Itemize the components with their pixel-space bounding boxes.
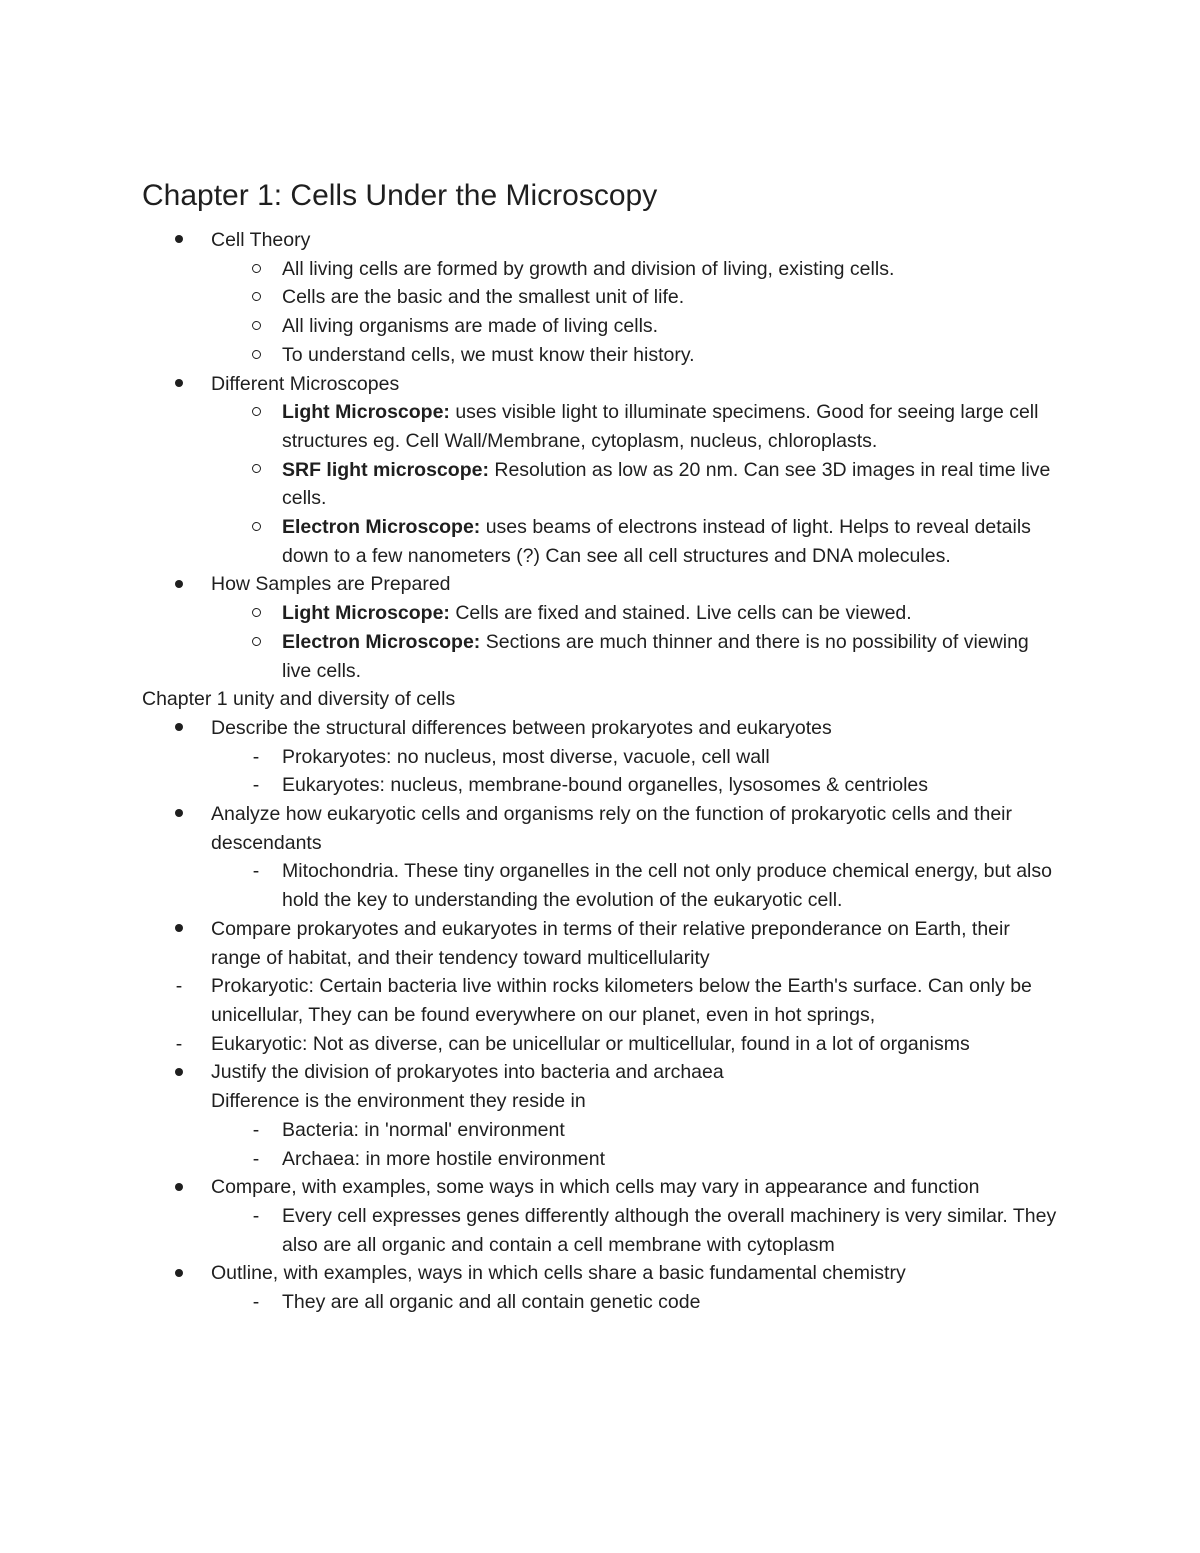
- sub-bullet: All living organisms are made of living cells.: [142, 312, 1062, 341]
- sub-bullet: Electron Microscope: uses beams of electrons instead of light. Helps to reveal details down to a few nanometers (?) Can see all cell structures and DNA molecules.: [142, 513, 1062, 570]
- bullet-disc-icon: [175, 1183, 183, 1191]
- dash-item: - Prokaryotes: no nucleus, most diverse, vacuole, cell wall: [142, 743, 1062, 772]
- dash-marker: -: [252, 774, 260, 797]
- dash-item: - Eukaryotic: Not as diverse, can be unicellular or multicellular, found in a lot of organisms: [142, 1030, 1062, 1059]
- bullet-disc-icon: [175, 1068, 183, 1076]
- document-body: [142, 176, 1062, 1317]
- dash-item: - Bacteria: in 'normal' environment: [142, 1116, 1062, 1145]
- bullet-circle-icon: [252, 264, 261, 273]
- sub-bullet: All living cells are formed by growth and division of living, existing cells.: [142, 255, 1062, 284]
- dash-marker: -: [252, 1147, 260, 1170]
- bullet-circle-icon: [252, 407, 261, 416]
- bullet-circle-icon: [252, 292, 261, 301]
- bullet-circle-icon: [252, 608, 261, 617]
- bullet-different-microscopes: Different Microscopes: [142, 370, 1062, 399]
- bullet-compare-earth: Compare prokaryotes and eukaryotes in terms of their relative preponderance on Earth, their range of habitat, and their tendency toward multicellularity: [142, 915, 1062, 972]
- bullet-circle-icon: [252, 637, 261, 646]
- bullet-analyze: Analyze how eukaryotic cells and organisms rely on the function of prokaryotic cells and their descendants: [142, 800, 1062, 857]
- bullet-circle-icon: [252, 350, 261, 359]
- dash-item: - Prokaryotic: Certain bacteria live within rocks kilometers below the Earth's surface. Can only be unicellular, They can be found everywhere on our planet, even in hot springs,: [142, 972, 1062, 1029]
- bullet-describe: Describe the structural differences between prokaryotes and eukaryotes: [142, 714, 1062, 743]
- sub-bullet: To understand cells, we must know their history.: [142, 341, 1062, 370]
- dash-marker: -: [252, 745, 260, 768]
- bullet-justify: Justify the division of prokaryotes into bacteria and archaea: [142, 1058, 1062, 1087]
- bullet-disc-icon: [175, 723, 183, 731]
- bullet-disc-icon: [175, 1269, 183, 1277]
- bullet-compare-appearance: Compare, with examples, some ways in which cells may vary in appearance and function: [142, 1173, 1062, 1202]
- sub-bullet: Light Microscope: uses visible light to illuminate specimens. Good for seeing large cell structures eg. Cell Wall/Membrane, cytoplasm, nucleus, chloroplasts.: [142, 398, 1062, 455]
- dash-marker: -: [252, 860, 260, 883]
- dash-item: - Eukaryotes: nucleus, membrane-bound organelles, lysosomes & centrioles: [142, 771, 1062, 800]
- sub-bullet: Cells are the basic and the smallest unit of life.: [142, 283, 1062, 312]
- dash-item: - They are all organic and all contain genetic code: [142, 1288, 1062, 1317]
- dash-marker: -: [252, 1118, 260, 1141]
- bullet-outline: Outline, with examples, ways in which cells share a basic fundamental chemistry: [142, 1259, 1062, 1288]
- sub-bullet: Electron Microscope: Sections are much thinner and there is no possibility of viewing live cells.: [142, 628, 1062, 685]
- dash-item: - Archaea: in more hostile environment: [142, 1145, 1062, 1174]
- chapter-title: Chapter 1: Cells Under the Microscopy: [142, 179, 658, 212]
- sub-bullet: SRF light microscope: Resolution as low as 20 nm. Can see 3D images in real time live cells.: [142, 456, 1062, 513]
- bullet-disc-icon: [175, 235, 183, 243]
- sub-bullet: Light Microscope: Cells are fixed and stained. Live cells can be viewed.: [142, 599, 1062, 628]
- section-heading: Chapter 1 unity and diversity of cells: [142, 688, 456, 711]
- dash-marker: -: [252, 1204, 260, 1227]
- bullet-cell-theory: Cell Theory: [142, 226, 1062, 255]
- dash-item: - Every cell expresses genes differently although the overall machinery is very similar. They also are all organic and contain a cell membrane with cytoplasm: [142, 1202, 1062, 1259]
- bullet-circle-icon: [252, 321, 261, 330]
- dash-marker: -: [252, 1291, 260, 1314]
- dash-item: - Mitochondria. These tiny organelles in the cell not only produce chemical energy, but also hold the key to understanding the evolution of the eukaryotic cell.: [142, 857, 1062, 914]
- bullet-circle-icon: [252, 464, 261, 473]
- paragraph-difference: Difference is the environment they reside in: [211, 1090, 586, 1113]
- bullet-circle-icon: [252, 522, 261, 531]
- bullet-disc-icon: [175, 809, 183, 817]
- dash-marker: -: [175, 975, 183, 998]
- bullet-disc-icon: [175, 924, 183, 932]
- bullet-samples-prepared: How Samples are Prepared: [142, 570, 1062, 599]
- bullet-disc-icon: [175, 379, 183, 387]
- bullet-disc-icon: [175, 580, 183, 588]
- dash-marker: -: [175, 1032, 183, 1055]
